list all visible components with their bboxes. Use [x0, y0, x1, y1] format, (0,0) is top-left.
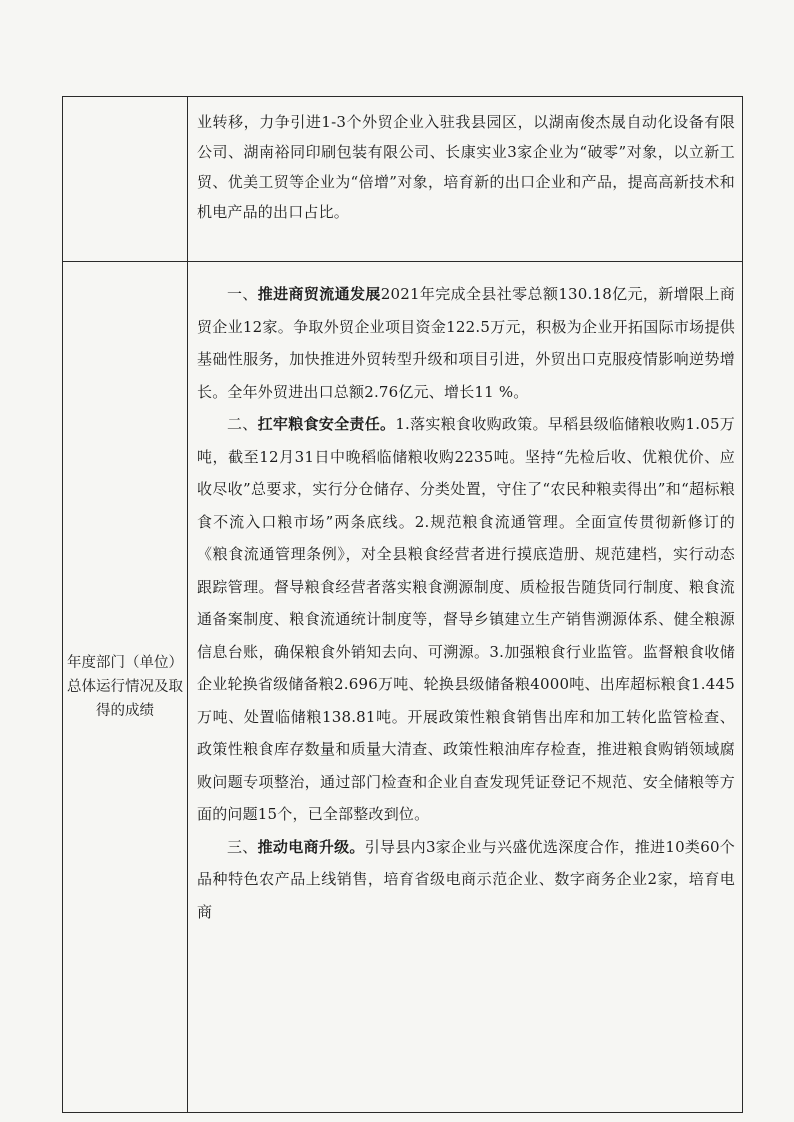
table-row: [63, 97, 743, 262]
table-row: [63, 262, 743, 1113]
section-heading: 扛牢粮食安全责任。: [257, 415, 396, 433]
table-label-cell: [63, 262, 188, 1113]
content-text-block: [188, 97, 742, 227]
table-label-cell: [63, 97, 188, 262]
section-heading: 推进商贸流通发展: [257, 285, 381, 303]
section-text: 2021年完成全县社零总额130.18亿元，新增限上商贸企业12家。争取外贸企业项目资金122.5万元，积极为企业开拓国际市场提供基础性服务，加快推进外贸转型升级和项目引进，外贸出口克服疫情影响逆势增长。全年外贸进出口总额2.76亿元、增长11 %。: [197, 285, 736, 401]
content-text-block: [188, 262, 742, 928]
paragraph: 业转移，力争引进1-3个外贸企业入驻我县园区，以湖南俊杰晟自动化设备有限公司、湖南裕同印刷包装有限公司、长康实业3家企业为“破零”对象，以立新工贸、优美工贸等企业为“倍增”对象，培育新的出口企业和产品，提高高新技术和机电产品的出口占比。: [197, 113, 735, 221]
paragraph-section-2: [197, 408, 735, 831]
section-text: 引导县内3家企业与兴盛优选深度合作，推进10类60个品种特色农产品上线销售，培育省级电商示范企业、数字商务企业2家，培育电商: [197, 837, 736, 921]
table-content-cell: [188, 97, 743, 262]
row-label: 年度部门（单位）总体运行情况及取得的成绩: [67, 655, 183, 719]
section-number: 三、: [227, 837, 258, 856]
section-text: 1.落实粮食收购政策。早稻县级临储粮收购1.05万吨，截至12月31日中晚稻临储粮收购2235吨。坚持“先检后收、优粮优价、应收尽收”总要求，实行分仓储存、分类处置，守住了“农民种粮卖得出”和“超标粮食不流入口粮市场”两条底线。2.规范粮食流通管理。全面宣传贯彻新修订的《粮食流通管理条例》，对全县粮食经营者进行摸底造册、规范建档，实行动态跟踪管理。督导粮食经营者落实粮食溯源制度、质检报告随货同行制度、粮食流通备案制度、粮食流通统计制度等，督导乡镇建立生产销售溯源体系、健全粮源信息台账，确保粮食外销知去向、可溯源。3.加强粮食行业监管。监督粮食收储企业轮换省级储备粮2.696万吨、轮换县级储备粮4000吨、出库超标粮食1.445万吨、处置临储粮138.81吨。开展政策性粮食销售出库和加工转化监管检查、政策性粮食库存数量和质量大清查、政策性粮油库存检查，推进粮食购销领域腐败问题专项整治，通过部门检查和企业自查发现凭证登记不规范、安全储粮等方面的问题15个，已全部整改到位。: [197, 415, 736, 823]
paragraph-section-1: [197, 278, 735, 408]
section-number: 一、: [227, 285, 258, 303]
table-content-cell: [188, 262, 743, 1113]
paragraph-section-3: [197, 831, 735, 929]
section-heading: 推动电商升级。: [257, 837, 365, 856]
report-table: [62, 96, 743, 1113]
section-number: 二、: [227, 415, 258, 433]
